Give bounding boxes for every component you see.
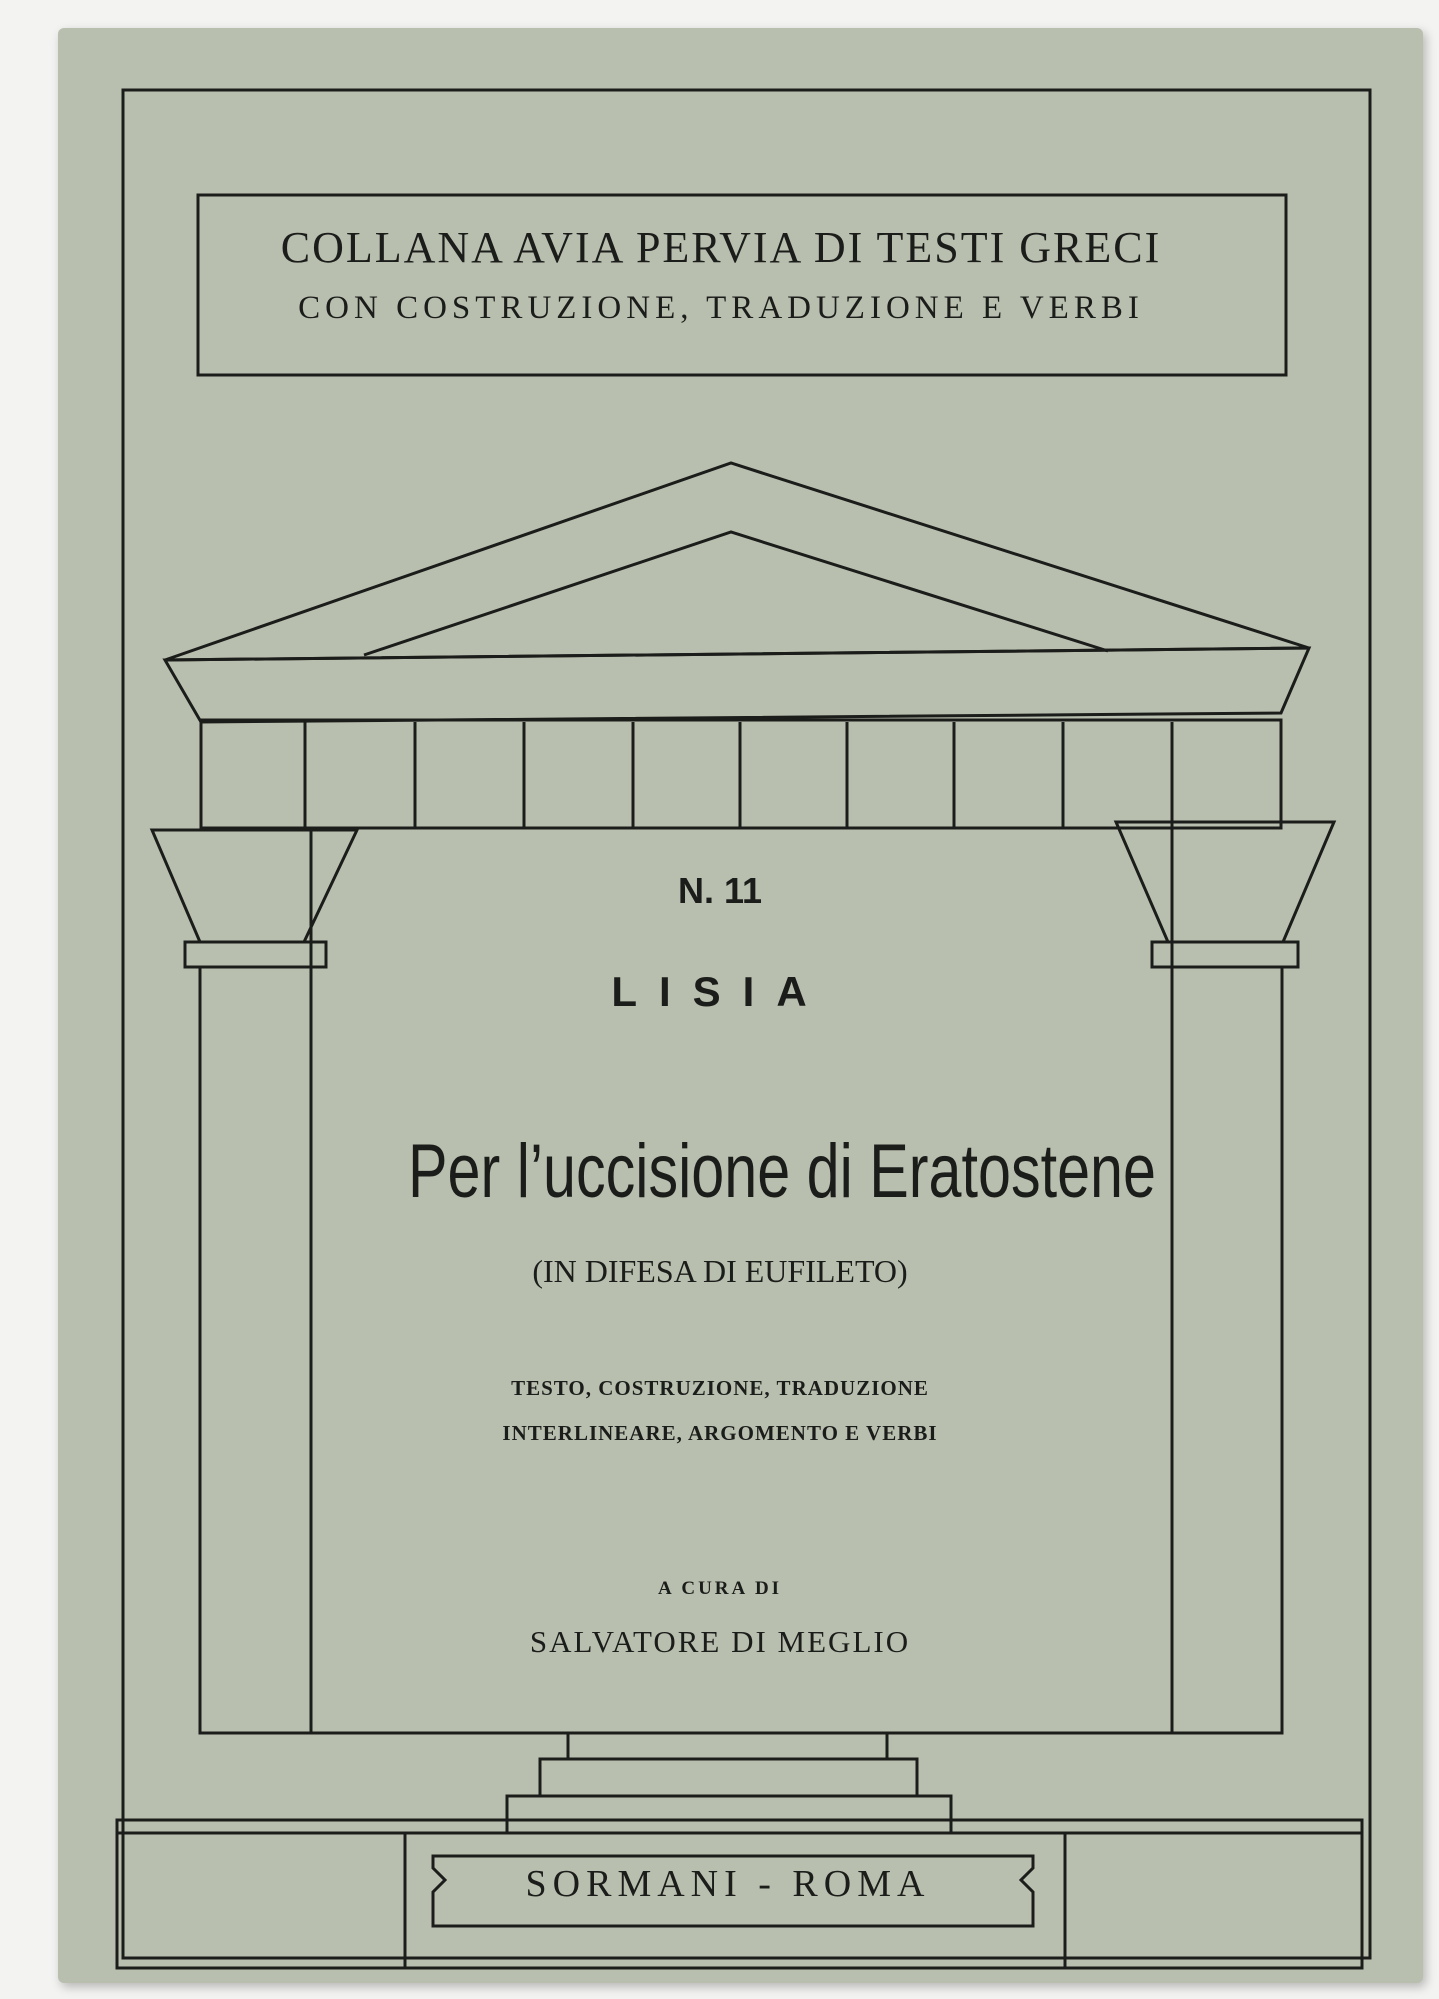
right-column [1172,967,1282,1733]
description-line-2: INTERLINEARE, ARGOMENTO E VERBI [502,1421,938,1445]
publisher-name: SORMANI - ROMA [525,1863,931,1905]
cornice [165,648,1309,722]
step-top [568,1733,887,1759]
left-capital-abacus [185,942,326,967]
volume-number: N. 11 [677,870,763,911]
pediment-outer [165,463,1309,660]
series-subtitle: CON COSTRUZIONE, TRADUZIONE E VERBI [298,290,1144,326]
right-capital [1116,822,1334,942]
book-subtitle: (IN DIFESA DI EUFILETO) [532,1253,908,1289]
frieze-triglyphs [305,722,1172,828]
author-name: LISIA [611,968,829,1015]
step-middle [540,1759,917,1796]
series-title: COLLANA AVIA PERVIA DI TESTI GRECI [280,223,1162,272]
right-capital-abacus [1152,942,1298,967]
book-title: Per l’uccisione di Eratostene [408,1129,1156,1214]
editor-name: SALVATORE DI MEGLIO [529,1624,911,1659]
left-capital [152,830,357,942]
step-bottom [507,1796,951,1833]
left-column [200,967,311,1733]
curated-by-label: A CURA DI [657,1578,783,1599]
description-line-1: TESTO, COSTRUZIONE, TRADUZIONE [511,1376,929,1400]
